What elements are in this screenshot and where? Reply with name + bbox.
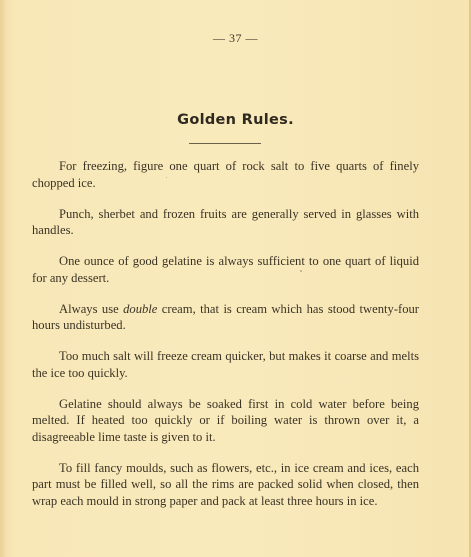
rule-text: Gelatine should always be soaked first in cold water before being melted. If heated too quickly or if boiling water is thrown over it, a disagreeable lime taste is given to it. xyxy=(32,396,419,444)
rule-paragraph-double-cream xyxy=(32,301,419,334)
page-title: Golden Rules. xyxy=(177,112,294,128)
rule-paragraph-salt xyxy=(32,348,419,381)
rule-text: To fill fancy moulds, such as flowers, etc., in ice cream and ices, each part must be filled well, so all the rims are packed solid when closed, then wrap each mould in strong paper and pack at least three hours in ice. xyxy=(32,460,419,508)
rule-paragraph-freezing xyxy=(32,158,419,191)
rule-text: For freezing, figure one quart of rock salt to five quarts of finely chopped ice. xyxy=(32,159,419,190)
rule-text: Too much salt will freeze cream quicker, but makes it coarse and melts the ice too quickly. xyxy=(32,349,419,380)
page-number: — 37 — xyxy=(213,31,258,45)
page-gutter-shadow xyxy=(0,0,6,557)
rule-paragraph-gelatine-amount xyxy=(32,253,419,286)
rule-text: One ounce of good gelatine is always sufficient to one quart of liquid for any dessert. xyxy=(32,254,419,285)
rule-paragraph-punch xyxy=(32,206,419,239)
rule-text-before: Always use xyxy=(59,301,124,316)
rule-paragraph-moulds xyxy=(32,460,419,510)
rule-text-emphasis: double xyxy=(123,301,158,316)
rules-text-block xyxy=(32,158,419,509)
paper-speck xyxy=(166,177,167,178)
rule-paragraph-gelatine-soaking xyxy=(32,396,419,446)
rule-text-after: cream, that is cream which has stood twenty-four hours undisturbed. xyxy=(32,301,419,332)
title-divider xyxy=(189,143,261,144)
rule-text: Punch, sherbet and frozen fruits are generally served in glasses with handles. xyxy=(32,206,419,237)
paper-speck xyxy=(300,270,302,272)
